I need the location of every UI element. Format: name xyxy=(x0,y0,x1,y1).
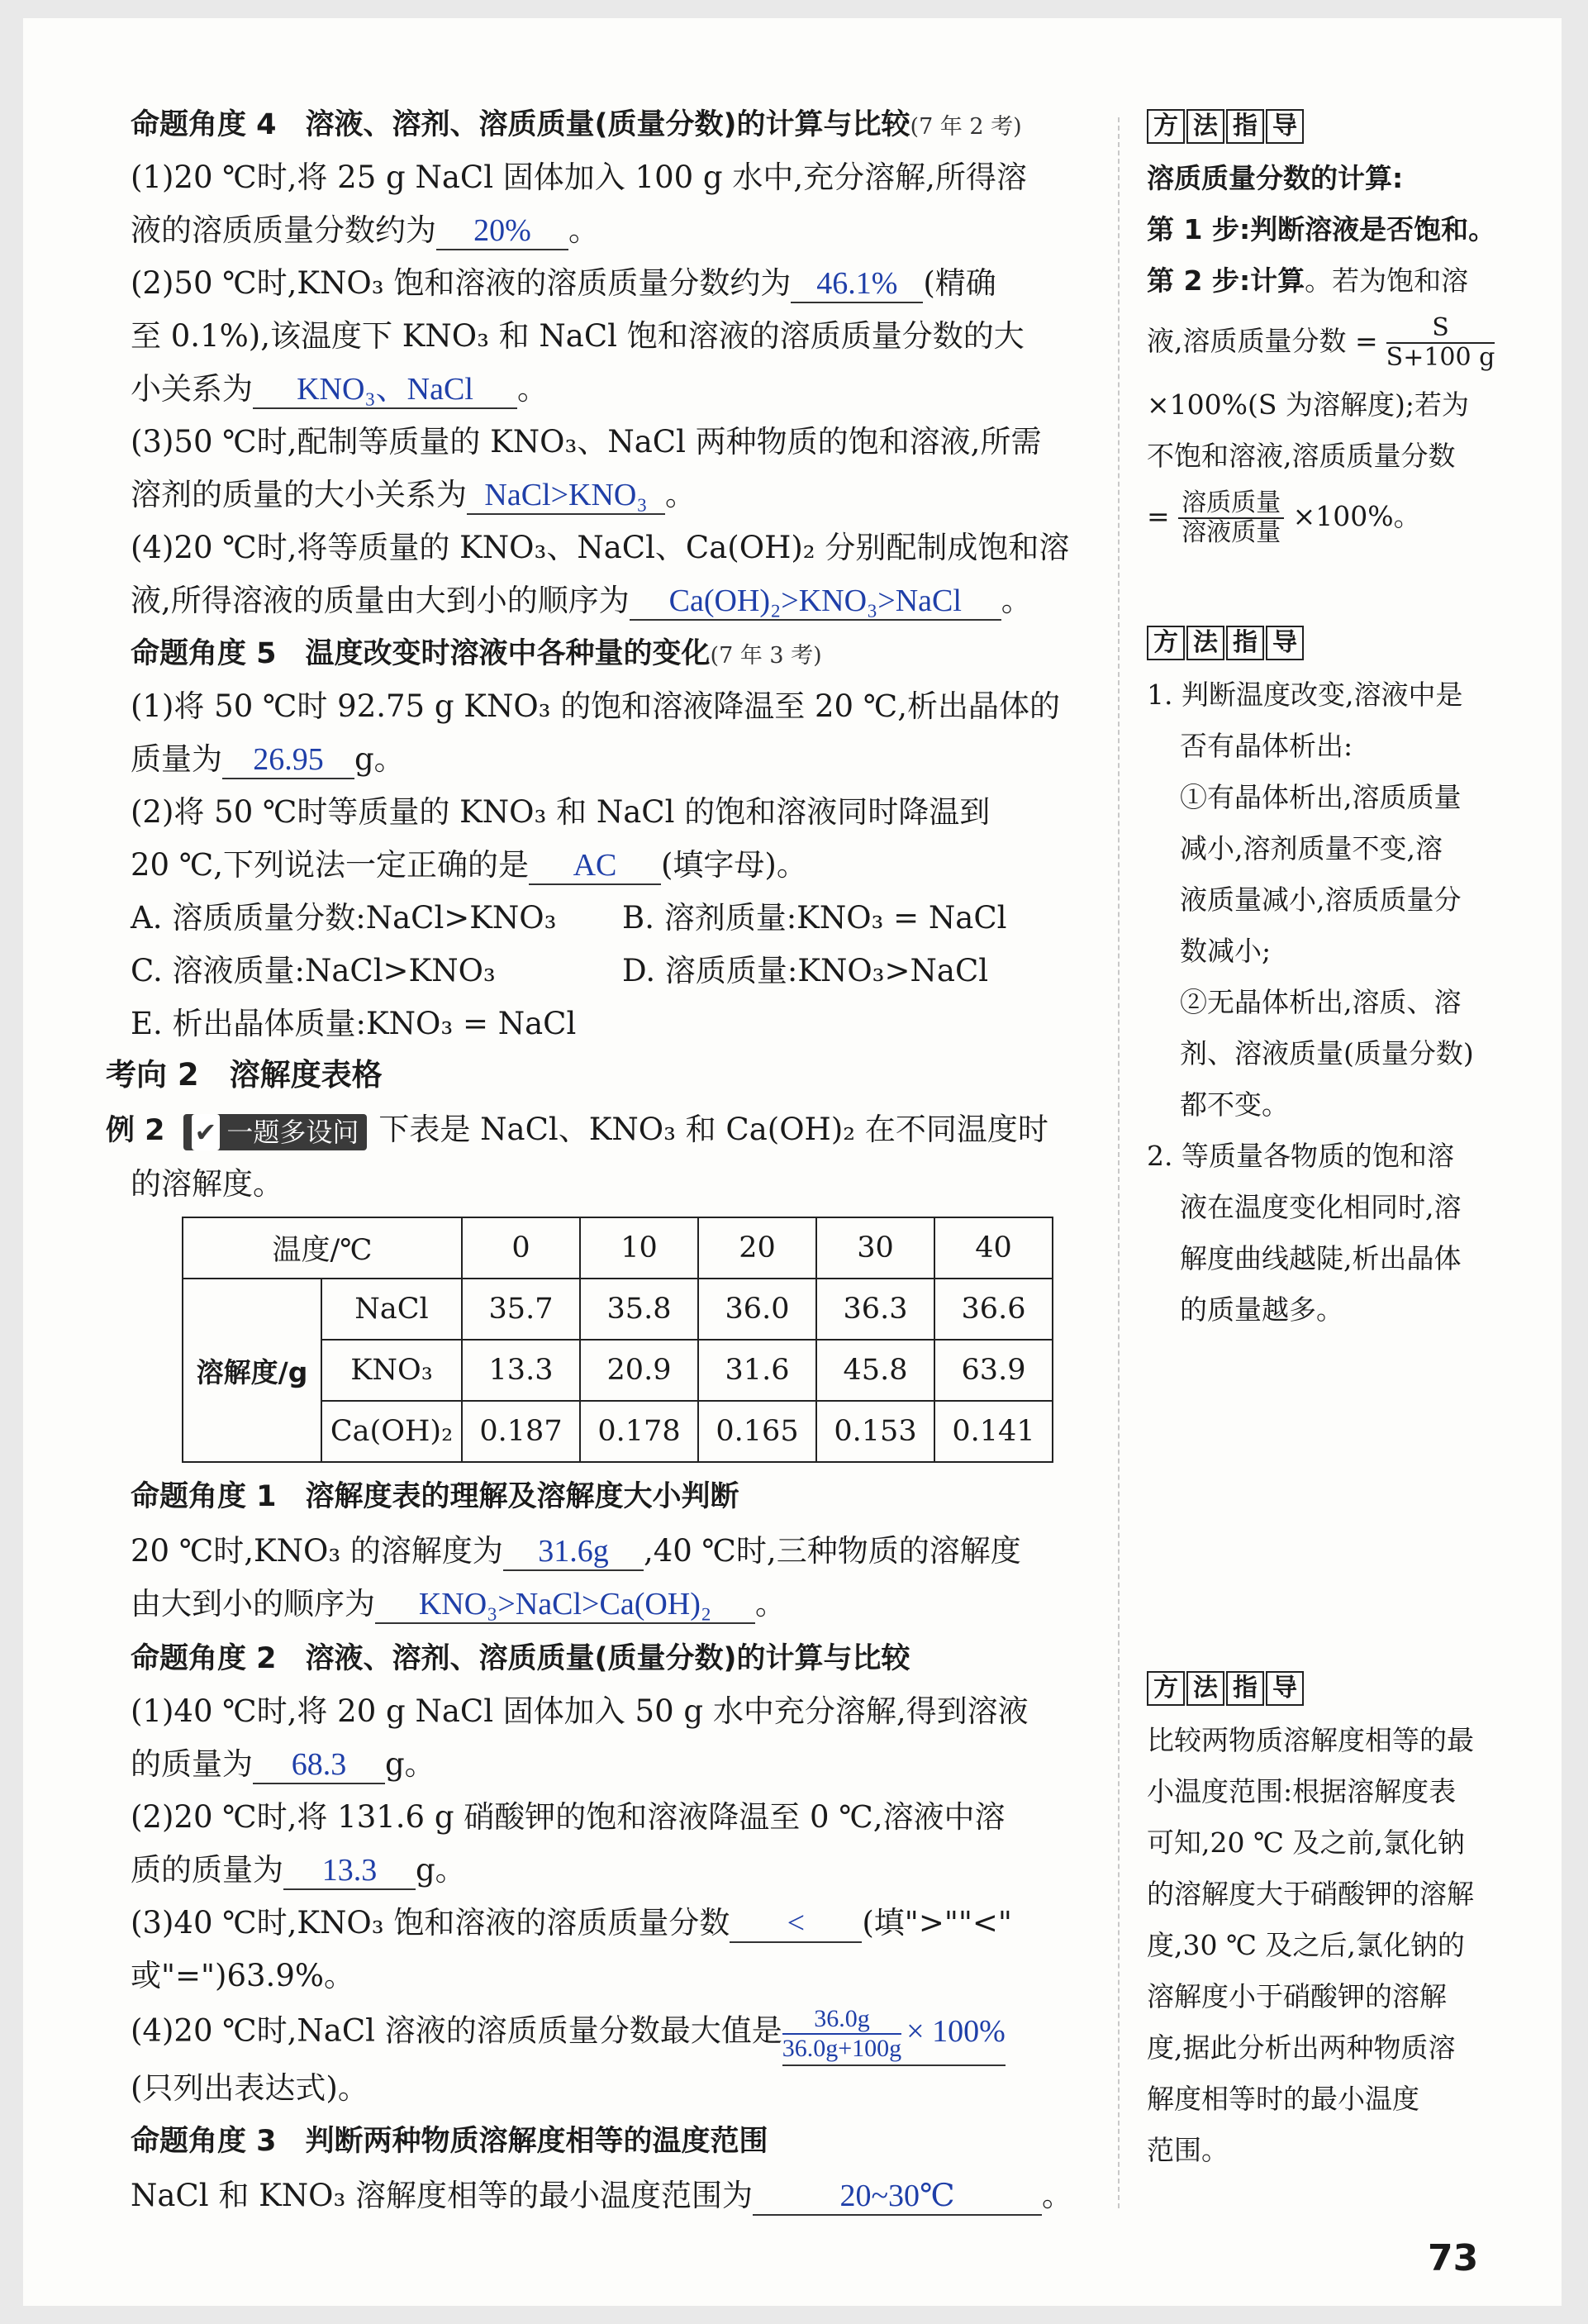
tip3-line: 比较两物质溶解度相等的最 xyxy=(1147,1724,1474,1756)
tip2-line: 数减小; xyxy=(1180,935,1272,967)
page xyxy=(23,18,1562,2306)
answer-blank[interactable]: 31.6g xyxy=(503,1533,644,1571)
table-cell: 0.165 xyxy=(698,1401,816,1462)
a2-q1-line1: (1)40 ℃时,将 20 g NaCl 固体加入 50 g 水中充分溶解,得到溶液 xyxy=(131,1693,1029,1729)
answer-blank[interactable]: 46.1% xyxy=(791,265,923,303)
substance-name: NaCl xyxy=(321,1279,462,1340)
tip2-line: 的质量越多。 xyxy=(1180,1293,1343,1326)
tip2-line: 否有晶体析出: xyxy=(1180,730,1353,762)
tip-label: 方 法 指 导 xyxy=(1147,1671,1305,1706)
tip-label: 方 法 指 导 xyxy=(1147,626,1305,660)
table-cell: 0.187 xyxy=(462,1401,580,1462)
page-number: 73 xyxy=(1428,2237,1479,2279)
tip3-line: 溶解度小于硝酸钾的溶解 xyxy=(1147,1980,1447,2012)
option-b: B. 溶剂质量:KNO₃ = NaCl xyxy=(622,900,1007,936)
tip3-line: 解度相等时的最小温度 xyxy=(1147,2083,1419,2115)
check-icon: ✔ xyxy=(192,1114,221,1150)
a2-q3-line1: (3)40 ℃时,KNO₃ 饱和溶液的溶质质量分数 < (填">""<" xyxy=(131,1899,1012,1947)
table-cell: 35.7 xyxy=(462,1279,580,1340)
a3-line1: NaCl 和 KNO₃ 溶解度相等的最小温度范围为 20~30℃ 。 xyxy=(131,2172,1072,2220)
option-e: E. 析出晶体质量:KNO₃ = NaCl xyxy=(131,1006,577,1041)
answer-blank[interactable]: NaCl>KNO₃ xyxy=(467,477,665,515)
tip1-line: 第 2 步:计算。若为饱和溶 xyxy=(1147,264,1469,297)
tip3-line: 可知,20 ℃ 及之前,氯化钠 xyxy=(1147,1826,1465,1859)
s5-q1-line1: (1)将 50 ℃时 92.75 g KNO₃ 的饱和溶液降温至 20 ℃,析出晶体的 xyxy=(131,688,1060,724)
tip-box-3 xyxy=(1147,1671,1474,2166)
answer-blank[interactable]: Ca(OH)₂>KNO₃>NaCl xyxy=(630,583,1001,621)
s4-q3-line2: 溶剂的质量的大小关系为 NaCl>KNO₃ 。 xyxy=(131,471,696,519)
temp-cell: 20 xyxy=(698,1217,816,1279)
tip2-line: 都不变。 xyxy=(1180,1088,1289,1121)
answer-blank[interactable]: 13.3 xyxy=(283,1852,416,1890)
tip-box-2 xyxy=(1147,626,1474,1326)
a1-line2: 由大到小的顺序为 KNO₃>NaCl>Ca(OH)₂ 。 xyxy=(131,1580,786,1628)
a2-q4-line2: (只列出表达式)。 xyxy=(131,2070,368,2106)
tip2-line: ②无晶体析出,溶质、溶 xyxy=(1180,986,1462,1018)
tip2-line: 剂、溶液质量(质量分数) xyxy=(1180,1037,1474,1069)
a1-title: 命题角度 1 溶解度表的理解及溶解度大小判断 xyxy=(131,1480,739,1513)
s4-q4-line1: (4)20 ℃时,将等质量的 KNO₃、NaCl、Ca(OH)₂ 分别配制成饱和溶 xyxy=(131,530,1070,565)
tip2-line: ①有晶体析出,溶质质量 xyxy=(1180,781,1462,813)
s4-q1-line2: 液的溶质质量分数约为 20% 。 xyxy=(131,207,599,255)
s5-q2-line2: 20 ℃,下列说法一定正确的是 AC (填字母)。 xyxy=(131,841,807,889)
tip1-line: 液,溶质质量分数 = $\frac{S}{S+100 g}$ xyxy=(1147,313,1495,372)
badge: ✔ 一题多设问 xyxy=(183,1114,368,1150)
a2-q4-line1: (4)20 ℃时,NaCl 溶液的溶质质量分数最大值是 $\frac{36.0g}{36.0g+100g}$ × 100% xyxy=(131,2005,1006,2066)
temp-cell: 30 xyxy=(816,1217,934,1279)
answer-blank[interactable]: 20% xyxy=(436,212,568,250)
s4-q3-line1: (3)50 ℃时,配制等质量的 KNO₃、NaCl 两种物质的饱和溶液,所需 xyxy=(131,424,1042,460)
option-c: C. 溶液质量:NaCl>KNO₃ xyxy=(131,953,496,988)
table-cell: 0.178 xyxy=(580,1401,698,1462)
answer-blank[interactable]: KNO₃>NaCl>Ca(OH)₂ xyxy=(375,1586,755,1624)
table-cell: 31.6 xyxy=(698,1340,816,1401)
answer-blank[interactable]: 26.95 xyxy=(222,741,354,779)
temp-cell: 0 xyxy=(462,1217,580,1279)
a2-q2-line1: (2)20 ℃时,将 131.6 g 硝酸钾的饱和溶液降温至 0 ℃,溶液中溶 xyxy=(131,1799,1006,1835)
s4-q2-line3: 小关系为 KNO₃、NaCl 。 xyxy=(131,365,548,413)
a2-title: 命题角度 2 溶液、溶剂、溶质质量(质量分数)的计算与比较 xyxy=(131,1642,910,1675)
answer-blank[interactable]: $\frac{36.0g}{36.0g+100g}$ × 100% xyxy=(782,2005,1006,2066)
substance-name: Ca(OH)₂ xyxy=(321,1401,462,1462)
tip2-line: 液质量减小,溶质质量分 xyxy=(1180,883,1462,916)
tip1-line: ×100%(S 为溶解度);若为 xyxy=(1147,388,1469,421)
table-cell: 20.9 xyxy=(580,1340,698,1401)
answer-blank[interactable]: < xyxy=(730,1905,862,1943)
a2-q1-line2: 的质量为 68.3 g。 xyxy=(131,1741,435,1788)
direction-2-title: 考向 2 溶解度表格 xyxy=(106,1057,383,1093)
table-cell: 13.3 xyxy=(462,1340,580,1401)
column-divider xyxy=(1118,117,1120,2208)
tip3-line: 小温度范围:根据溶解度表 xyxy=(1147,1775,1457,1807)
example-2-line2: 的溶解度。 xyxy=(131,1166,283,1202)
a2-q3-line2: 或"=")63.9%。 xyxy=(131,1958,355,1993)
s4-q1-line1: (1)20 ℃时,将 25 g NaCl 固体加入 100 g 水中,充分溶解,所得溶 xyxy=(131,160,1027,195)
solubility-table xyxy=(182,1217,1053,1463)
tip1-line: 溶质质量分数的计算: xyxy=(1147,162,1404,194)
table-cell: 35.8 xyxy=(580,1279,698,1340)
tip2-line: 2. 等质量各物质的饱和溶 xyxy=(1147,1140,1454,1172)
table-cell: 63.9 xyxy=(934,1340,1053,1401)
s4-q2-line2: 至 0.1%),该温度下 KNO₃ 和 NaCl 饱和溶液的溶质质量分数的大 xyxy=(131,318,1025,354)
a1-line1: 20 ℃时,KNO₃ 的溶解度为 31.6g ,40 ℃时,三种物质的溶解度 xyxy=(131,1527,1021,1575)
tip2-line: 减小,溶剂质量不变,溶 xyxy=(1180,832,1443,864)
temp-cell: 40 xyxy=(934,1217,1053,1279)
answer-blank[interactable]: AC xyxy=(529,847,661,885)
answer-blank[interactable]: 20~30℃ xyxy=(753,2178,1042,2216)
tip3-line: 的溶解度大于硝酸钾的溶解 xyxy=(1147,1878,1474,1910)
tip1-line: = $\frac{\text{溶质质量}}{\text{溶液质量}}$ ×100%。 xyxy=(1147,488,1421,547)
table-cell: 36.0 xyxy=(698,1279,816,1340)
tip3-line: 度,据此分析出两种物质溶 xyxy=(1147,2031,1456,2064)
s4-title: 命题角度 4 溶液、溶剂、溶质质量(质量分数)的计算与比较(7 年 2 考) xyxy=(131,108,1022,141)
table-header-label: 温度/℃ xyxy=(183,1217,462,1279)
table-cell: 36.3 xyxy=(816,1279,934,1340)
tip2-line: 液在温度变化相同时,溶 xyxy=(1180,1191,1462,1223)
tip1-line: 第 1 步:判断溶液是否饱和。 xyxy=(1147,213,1496,245)
table-cell: 0.141 xyxy=(934,1401,1053,1462)
tip2-line: 解度曲线越陡,析出晶体 xyxy=(1180,1242,1462,1274)
option-a: A. 溶质质量分数:NaCl>KNO₃ xyxy=(131,900,557,936)
s5-title: 命题角度 5 温度改变时溶液中各种量的变化(7 年 3 考) xyxy=(131,637,822,670)
s4-q4-line2: 液,所得溶液的质量由大到小的顺序为 Ca(OH)₂>KNO₃>NaCl 。 xyxy=(131,577,1032,625)
answer-blank[interactable]: KNO₃、NaCl xyxy=(253,371,517,409)
tip-box-1 xyxy=(1147,109,1496,547)
tip2-line: 1. 判断温度改变,溶液中是 xyxy=(1147,679,1463,711)
answer-blank[interactable]: 68.3 xyxy=(253,1746,385,1784)
s5-q2-line1: (2)将 50 ℃时等质量的 KNO₃ 和 NaCl 的饱和溶液同时降温到 xyxy=(131,794,991,830)
table-group-label: 溶解度/g xyxy=(183,1279,321,1462)
table-cell: 0.153 xyxy=(816,1401,934,1462)
table-cell: 45.8 xyxy=(816,1340,934,1401)
temp-cell: 10 xyxy=(580,1217,698,1279)
a2-q2-line2: 质的质量为 13.3 g。 xyxy=(131,1846,466,1894)
tip1-line: 不饱和溶液,溶质质量分数 xyxy=(1147,440,1456,472)
s5-q1-line2: 质量为 26.95 g。 xyxy=(131,736,405,783)
example-2-line1: 例 2 ✔ 一题多设问 下表是 NaCl、KNO₃ 和 Ca(OH)₂ 在不同温度时 xyxy=(106,1106,1048,1155)
option-d: D. 溶质质量:KNO₃>NaCl xyxy=(622,953,989,988)
substance-name: KNO₃ xyxy=(321,1340,462,1401)
tip3-line: 范围。 xyxy=(1147,2134,1229,2166)
table-cell: 36.6 xyxy=(934,1279,1053,1340)
s4-q2-line1: (2)50 ℃时,KNO₃ 饱和溶液的溶质质量分数约为 46.1% (精确 xyxy=(131,260,996,307)
a3-title: 命题角度 3 判断两种物质溶解度相等的温度范围 xyxy=(131,2125,768,2158)
tip3-line: 度,30 ℃ 及之后,氯化钠的 xyxy=(1147,1929,1465,1961)
tip-label: 方 法 指 导 xyxy=(1147,109,1305,144)
